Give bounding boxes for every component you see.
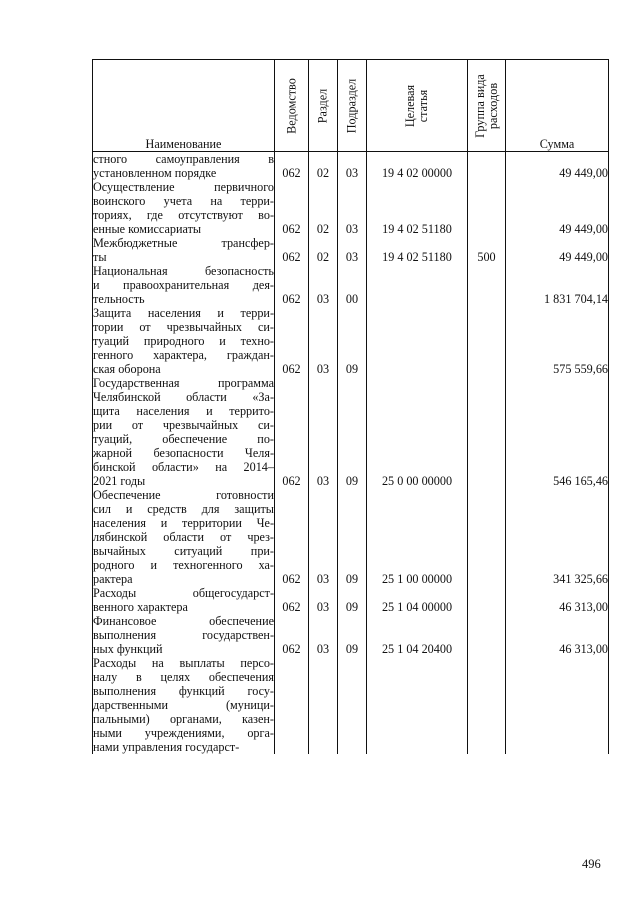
row-name-line: сил и средств для защиты (93, 502, 274, 516)
row-vedomstvo: 062 (275, 376, 309, 488)
row-razdel: 02 (309, 152, 338, 181)
row-gruppa (468, 614, 506, 656)
row-gruppa (468, 376, 506, 488)
table-row (93, 180, 609, 236)
table-row (93, 586, 609, 614)
row-name-line: стного самоуправления в (93, 152, 274, 166)
row-name-line: туаций, обеспечение по- (93, 432, 274, 446)
row-summa: 575 559,66 (506, 306, 609, 376)
row-celevaya: 19 4 02 51180 (367, 180, 468, 236)
row-name (93, 152, 275, 181)
table-row (93, 236, 609, 264)
row-celevaya: 25 1 00 00000 (367, 488, 468, 586)
row-name-line: генного характера, граждан- (93, 348, 274, 362)
row-name-line: и правоохранительная дея- (93, 278, 274, 292)
row-summa (506, 656, 609, 754)
header-gruppa-line2: расходов (485, 82, 500, 129)
row-vedomstvo: 062 (275, 586, 309, 614)
row-name-line: 2021 годы (93, 474, 146, 488)
row-razdel: 03 (309, 264, 338, 306)
row-podrazdel: 00 (338, 264, 367, 306)
row-name-line: бинской области» на 2014– (93, 460, 274, 474)
row-name-line: дарственными (муници- (93, 698, 274, 712)
row-gruppa (468, 586, 506, 614)
table-row (93, 656, 609, 754)
row-name (93, 586, 275, 614)
row-razdel: 03 (309, 586, 338, 614)
header-podrazdel-label: Подраздел (344, 78, 359, 133)
row-name-line: ты (93, 250, 107, 264)
table-row (93, 376, 609, 488)
row-summa: 49 449,00 (506, 236, 609, 264)
row-razdel: 03 (309, 488, 338, 586)
row-podrazdel: 09 (338, 586, 367, 614)
row-podrazdel (338, 656, 367, 754)
row-name-line: выполнения функций госу- (93, 684, 274, 698)
row-name-line: рии от чрезвычайных си- (93, 418, 274, 432)
row-razdel: 03 (309, 376, 338, 488)
header-vedomstvo-label: Ведомство (284, 77, 298, 134)
row-podrazdel: 09 (338, 376, 367, 488)
row-name-line: ных функций (93, 642, 163, 656)
row-name (93, 236, 275, 264)
header-name (93, 60, 275, 152)
row-summa: 341 325,66 (506, 488, 609, 586)
row-name-line: енные комиссариаты (93, 222, 202, 236)
row-name-line: Челябинской области «За- (93, 390, 274, 404)
row-name-line: Государственная программа (93, 376, 274, 390)
row-podrazdel: 03 (338, 180, 367, 236)
row-summa: 1 831 704,14 (506, 264, 609, 306)
row-name-line: Расходы на выплаты персо- (93, 656, 274, 670)
row-gruppa (468, 488, 506, 586)
row-celevaya (367, 306, 468, 376)
row-name-line: Осуществление первичного (93, 180, 274, 194)
row-gruppa (468, 152, 506, 181)
row-vedomstvo: 062 (275, 614, 309, 656)
row-gruppa (468, 656, 506, 754)
row-podrazdel: 09 (338, 306, 367, 376)
row-name-line: ными учреждениями, орга- (93, 726, 274, 740)
header-vedomstvo (275, 60, 309, 152)
row-summa: 546 165,46 (506, 376, 609, 488)
row-celevaya: 25 1 04 20400 (367, 614, 468, 656)
budget-table (92, 59, 609, 754)
row-vedomstvo: 062 (275, 306, 309, 376)
header-gruppa-label (474, 74, 500, 138)
header-celevaya-label (404, 84, 430, 126)
row-name-line: рактера (93, 572, 133, 586)
header-razdel-label: Раздел (315, 88, 330, 123)
row-podrazdel: 03 (338, 236, 367, 264)
table-row (93, 306, 609, 376)
row-summa: 49 449,00 (506, 180, 609, 236)
row-summa: 46 313,00 (506, 586, 609, 614)
row-razdel (309, 656, 338, 754)
row-name (93, 656, 275, 754)
page-number: 496 (582, 857, 601, 871)
row-gruppa (468, 306, 506, 376)
row-name (93, 306, 275, 376)
row-celevaya: 25 1 04 00000 (367, 586, 468, 614)
row-name-line: пальными) органами, казен- (93, 712, 274, 726)
row-razdel: 03 (309, 614, 338, 656)
row-summa: 49 449,00 (506, 152, 609, 181)
row-vedomstvo (275, 656, 309, 754)
row-name-line: ториях, где отсутствуют во- (93, 208, 274, 222)
row-name-line: венного характера (93, 600, 188, 614)
row-name-line: ская оборона (93, 362, 161, 376)
row-name-line: населения и территории Че- (93, 516, 274, 530)
row-name (93, 180, 275, 236)
header-podrazdel (338, 60, 367, 152)
row-name (93, 264, 275, 306)
row-name-line: тории от чрезвычайных си- (93, 320, 274, 334)
row-vedomstvo: 062 (275, 264, 309, 306)
row-name-line: вычайных ситуаций при- (93, 544, 274, 558)
row-celevaya: 25 0 00 00000 (367, 376, 468, 488)
row-name-line: Защита населения и терри- (93, 306, 274, 320)
header-celevaya (367, 60, 468, 152)
row-name-line: налу в целях обеспечения (93, 670, 274, 684)
row-celevaya: 19 4 02 00000 (367, 152, 468, 181)
row-name-line: жарной безопасности Челя- (93, 446, 274, 460)
table-body (93, 152, 609, 755)
header-summa-label: Сумма (539, 137, 575, 151)
row-gruppa (468, 264, 506, 306)
row-name-line: туаций природного и техно- (93, 334, 274, 348)
row-name-line: нами управления государст- (93, 740, 240, 754)
header-celevaya-line1: Целевая (403, 84, 417, 127)
row-gruppa (468, 180, 506, 236)
row-name (93, 488, 275, 586)
row-name (93, 614, 275, 656)
header-gruppa (468, 60, 506, 152)
row-name-line: тельность (93, 292, 145, 306)
header-name-label: Наименование (145, 137, 222, 151)
row-vedomstvo: 062 (275, 152, 309, 181)
header-gruppa-line1: Группа вида (472, 73, 487, 138)
row-vedomstvo: 062 (275, 180, 309, 236)
row-name-line: выполнения государствен- (93, 628, 274, 642)
row-razdel: 02 (309, 180, 338, 236)
row-podrazdel: 09 (338, 614, 367, 656)
row-celevaya (367, 656, 468, 754)
row-name-line: родного и техногенного ха- (93, 558, 274, 572)
row-name (93, 376, 275, 488)
table-row (93, 488, 609, 586)
row-name-line: Финансовое обеспечение (93, 614, 274, 628)
row-name-line: Расходы общегосударст- (93, 586, 274, 600)
row-celevaya: 19 4 02 51180 (367, 236, 468, 264)
table-header (93, 60, 609, 152)
table-row (93, 152, 609, 181)
row-razdel: 02 (309, 236, 338, 264)
row-name-line: воинского учета на терри- (93, 194, 274, 208)
header-celevaya-line2: статья (416, 89, 430, 122)
row-name-line: установленном порядке (93, 166, 217, 180)
row-summa: 46 313,00 (506, 614, 609, 656)
table-row (93, 614, 609, 656)
row-gruppa: 500 (468, 236, 506, 264)
row-podrazdel: 09 (338, 488, 367, 586)
row-name-line: Обеспечение готовности (93, 488, 274, 502)
row-name-line: Национальная безопасность (93, 264, 274, 278)
row-celevaya (367, 264, 468, 306)
row-name-line: лябинской области от чрез- (93, 530, 274, 544)
header-summa (506, 60, 609, 152)
row-razdel: 03 (309, 306, 338, 376)
row-vedomstvo: 062 (275, 236, 309, 264)
table-row (93, 264, 609, 306)
row-vedomstvo: 062 (275, 488, 309, 586)
row-podrazdel: 03 (338, 152, 367, 181)
row-name-line: Межбюджетные трансфер- (93, 236, 274, 250)
row-name-line: щита населения и террито- (93, 404, 274, 418)
header-razdel (309, 60, 338, 152)
